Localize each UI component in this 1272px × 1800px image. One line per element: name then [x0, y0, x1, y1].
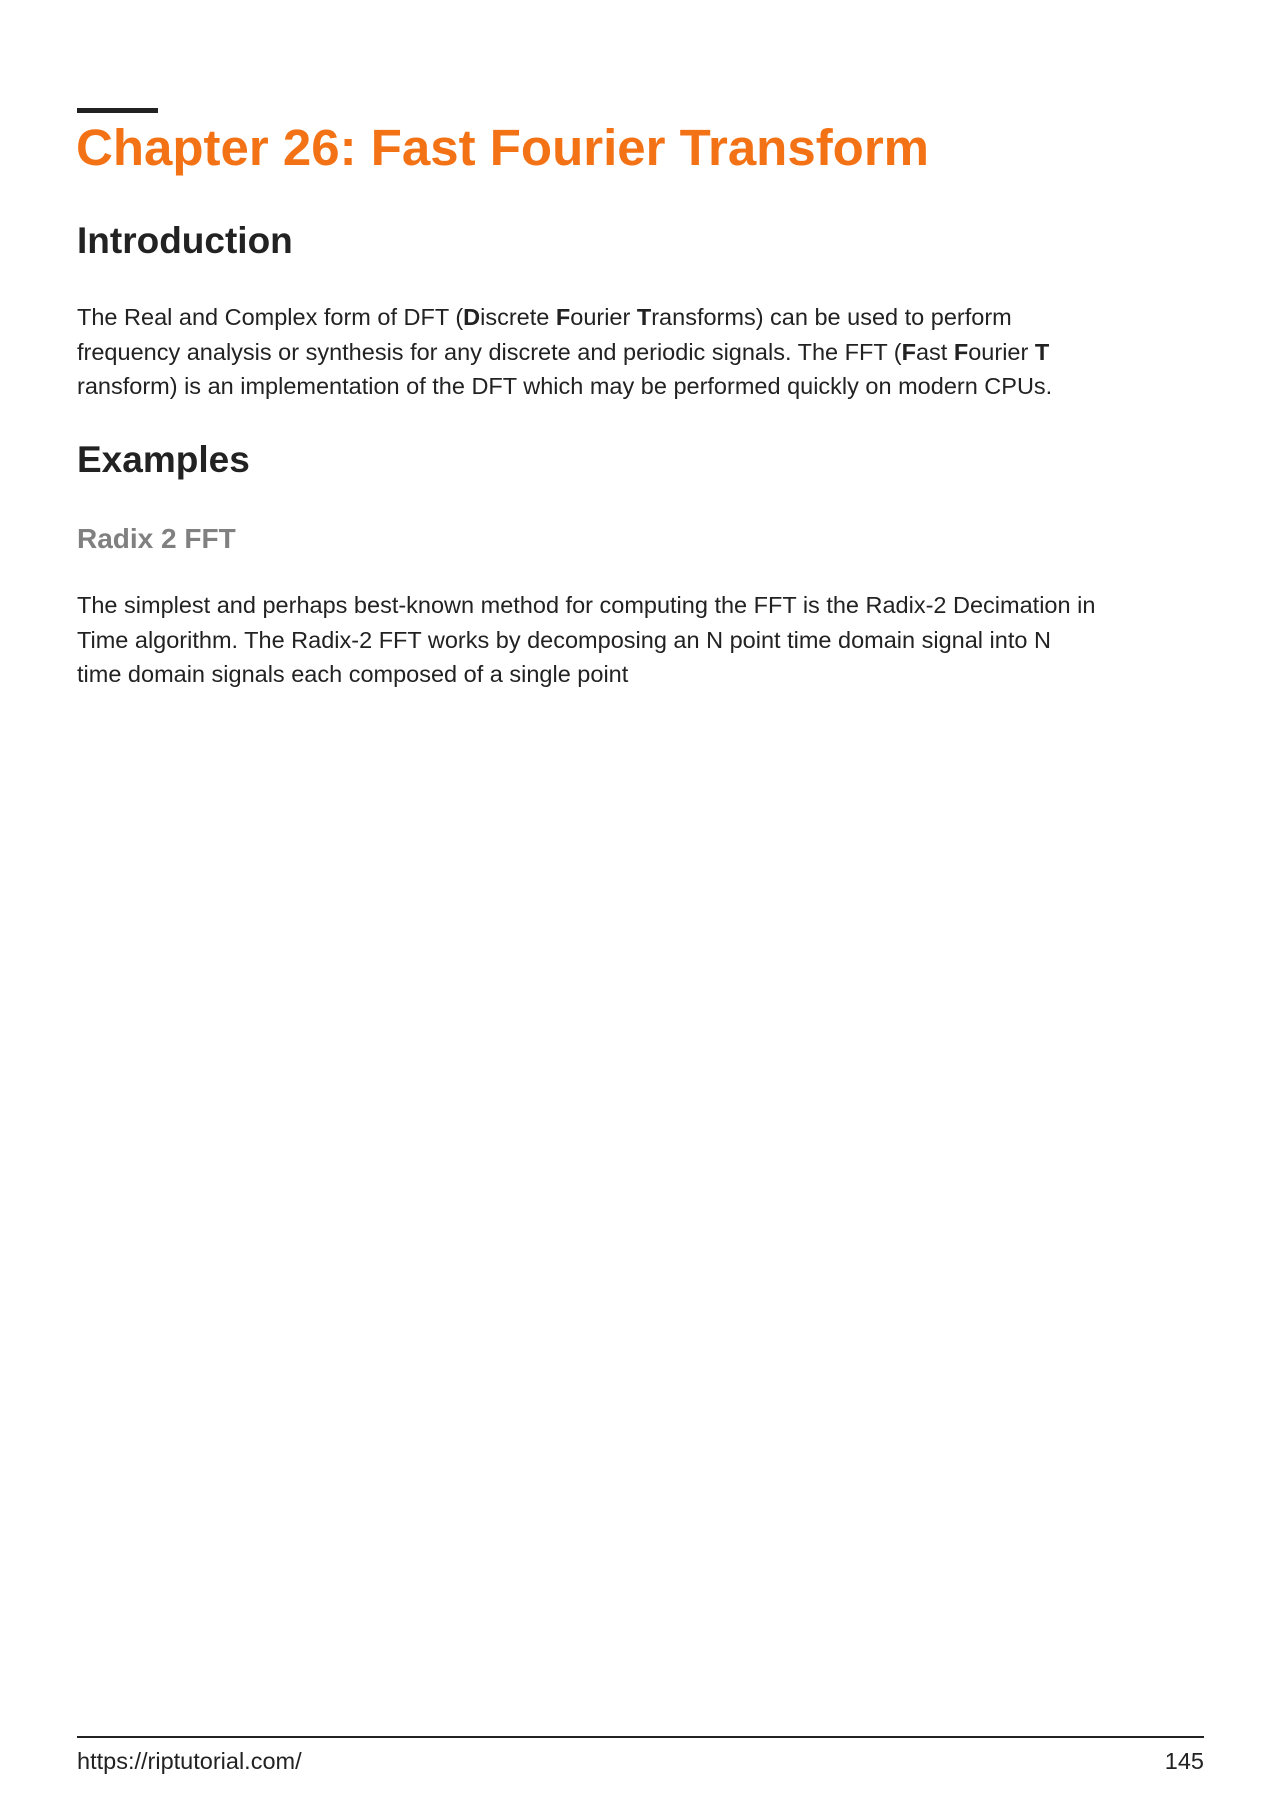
paragraph-line: time domain signals each composed of a single point	[77, 661, 629, 687]
footer-url: https://riptutorial.com/	[77, 1748, 302, 1774]
title-accent-rule	[77, 108, 158, 113]
paragraph-line: The Real and Complex form of DFT (Discrete Fourier Transforms) can be used to perform	[77, 304, 1012, 330]
footer-divider	[77, 1736, 1204, 1738]
radix2-heading: Radix 2 FFT	[77, 523, 236, 554]
radix2-paragraph	[77, 588, 1205, 692]
paragraph-line: frequency analysis or synthesis for any discrete and periodic signals. The FFT (Fast Fourier T	[77, 338, 1050, 365]
paragraph-line: Time algorithm. The Radix-2 FFT works by decomposing an N point time domain signal into N	[77, 626, 1051, 653]
paragraph-line: ransform) is an implementation of the DFT which may be performed quickly on modern CPUs.	[77, 373, 1053, 399]
introduction-paragraph	[77, 300, 1205, 404]
chapter-title: Chapter 26: Fast Fourier Transform	[76, 119, 930, 176]
paragraph-line: The simplest and perhaps best-known method for computing the FFT is the Radix-2 Decimation in	[77, 592, 1096, 618]
examples-heading: Examples	[77, 439, 250, 480]
introduction-heading: Introduction	[77, 220, 293, 261]
page-number: 145	[1164, 1748, 1204, 1774]
